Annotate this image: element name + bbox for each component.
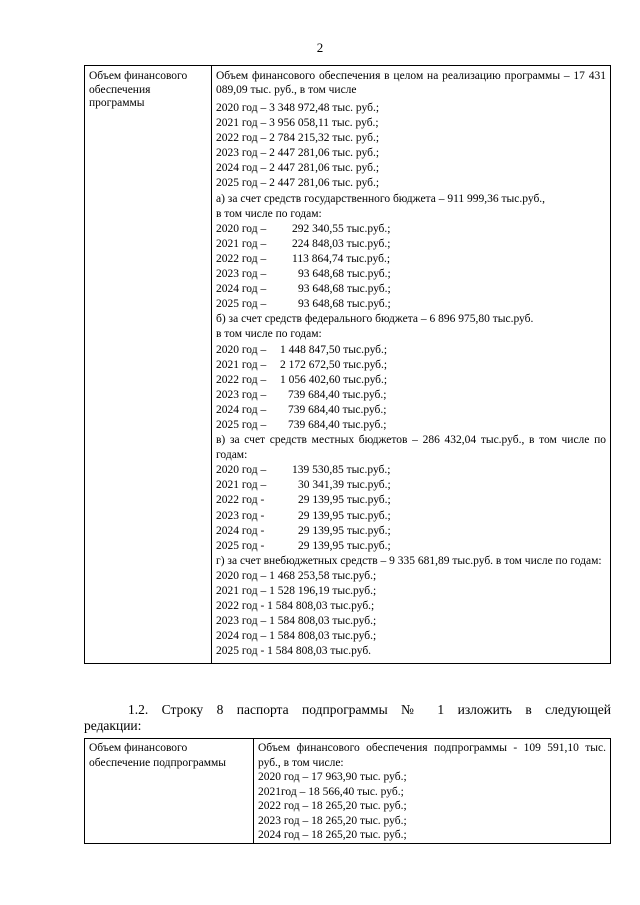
amount-value: 2 172 672,50 тыс.руб.; — [280, 358, 388, 371]
year-label: 2024 год – — [216, 403, 267, 416]
state-budget-subheading: в том числе по годам: — [216, 207, 322, 220]
federal-budget-subheading: в том числе по годам: — [216, 328, 322, 341]
extrabudget-row: 2023 год – 1 584 808,03 тыс.руб.; — [216, 615, 377, 628]
year-label: 2025 год - — [216, 539, 265, 552]
amount-value: 93 648,68 тыс.руб.; — [298, 283, 391, 296]
amount-value: 739 684,40 тыс.руб.; — [288, 388, 387, 401]
subprogram-year-line: 2020 год – 17 963,90 тыс. руб.; — [258, 771, 407, 783]
federal-budget-row — [216, 358, 606, 373]
local-budget-row — [216, 539, 606, 554]
total-year-line: 2020 год – 3 348 972,48 тыс. руб.; — [216, 102, 380, 114]
federal-budget-row — [216, 373, 606, 388]
state-budget-row — [216, 282, 606, 297]
state-budget-row — [216, 252, 606, 267]
federal-budget-row — [216, 388, 606, 403]
total-year-line: 2025 год – 2 447 281,06 тыс. руб.; — [216, 177, 380, 190]
program-funding-intro: Объем финансового обеспечения в целом на реализацию программы – 17 431 089,09 тыс. руб., в том числе — [216, 70, 606, 96]
total-year-line: 2021 год – 3 956 058,11 тыс. руб.; — [216, 117, 379, 130]
amount-value: 1 448 847,50 тыс.руб.; — [280, 343, 388, 356]
total-year-line: 2023 год – 2 447 281,06 тыс. руб.; — [216, 147, 380, 160]
year-label: 2023 год – — [216, 388, 267, 401]
year-label: 2020 год – — [216, 222, 267, 235]
program-funding-details — [212, 66, 611, 664]
year-label: 2021 год – — [216, 237, 267, 250]
amount-value: 29 139,95 тыс.руб.; — [298, 509, 391, 522]
amount-value: 739 684,40 тыс.руб.; — [288, 418, 387, 431]
subprogram-funding-label: Объем финансового обеспечение подпрограммы — [85, 739, 254, 844]
subprogram-year-line: 2022 год – 18 265,20 тыс. руб.; — [258, 800, 407, 812]
subprogram-funding-details — [254, 739, 611, 844]
total-year-line: 2022 год – 2 784 215,32 тыс. руб.; — [216, 132, 380, 145]
year-label: 2024 год - — [216, 524, 265, 537]
subprogram-funding-intro: Объем финансового обеспечения подпрограммы - 109 591,10 тыс. руб., в том числе: — [258, 742, 606, 769]
year-label: 2021 год – — [216, 479, 267, 492]
year-label: 2022 год – — [216, 373, 267, 386]
year-label: 2025 год – — [216, 418, 267, 431]
year-label: 2023 год - — [216, 509, 265, 522]
local-budget-row — [216, 493, 606, 508]
subprogram-funding-table — [84, 738, 611, 844]
amount-value: 739 684,40 тыс.руб.; — [288, 403, 387, 416]
amount-value: 292 340,55 тыс.руб.; — [292, 222, 391, 235]
local-budget-heading: в) за счет средств местных бюджетов – 286 432,04 тыс.руб., в том числе по годам: — [216, 434, 606, 462]
amount-value: 29 139,95 тыс.руб.; — [298, 524, 391, 537]
subprogram-year-line: 2023 год – 18 265,20 тыс. руб.; — [258, 814, 407, 827]
amount-value: 29 139,95 тыс.руб.; — [298, 539, 391, 552]
amount-value: 1 056 402,60 тыс.руб.; — [280, 373, 388, 386]
federal-budget-row — [216, 403, 606, 418]
program-funding-table — [84, 65, 611, 664]
extrabudget-row: 2024 год – 1 584 808,03 тыс.руб.; — [216, 630, 377, 643]
subprogram-year-line: 2024 год – 18 265,20 тыс. руб.; — [258, 829, 407, 841]
state-budget-row — [216, 237, 606, 252]
year-label: 2021 год – — [216, 358, 267, 371]
extrabudget-row: 2020 год – 1 468 253,58 тыс.руб.; — [216, 569, 377, 582]
year-label: 2020 год – — [216, 343, 267, 356]
extrabudget-row: 2021 год – 1 528 196,19 тыс.руб.; — [216, 585, 377, 597]
subprogram-year-line: 2021год – 18 566,40 тыс. руб.; — [258, 785, 404, 798]
federal-budget-row — [216, 418, 606, 433]
amount-value: 224 848,03 тыс.руб.; — [292, 237, 391, 250]
year-label: 2023 год – — [216, 268, 267, 281]
year-label: 2022 год - — [216, 494, 265, 507]
amount-value: 93 648,68 тыс.руб.; — [298, 298, 391, 311]
program-funding-label: Объем финансового обеспечения программы — [85, 66, 212, 664]
amendment-paragraph — [84, 702, 611, 734]
state-budget-row — [216, 222, 606, 237]
extrabudget-row: 2022 год - 1 584 808,03 тыс.руб.; — [216, 600, 375, 613]
year-label: 2022 год – — [216, 252, 267, 265]
state-budget-row — [216, 297, 606, 312]
year-label: 2024 год – — [216, 283, 267, 296]
amendment-line-2: редакции: — [84, 718, 142, 733]
local-budget-row — [216, 509, 606, 524]
total-year-line: 2024 год – 2 447 281,06 тыс. руб.; — [216, 162, 380, 175]
federal-budget-heading: б) за счет средств федерального бюджета – 6 896 975,80 тыс.руб. — [216, 313, 534, 326]
federal-budget-row — [216, 343, 606, 358]
local-budget-row — [216, 524, 606, 539]
amount-value: 113 864,74 тыс.руб.; — [292, 252, 391, 265]
amount-value: 139 530,85 тыс.руб.; — [292, 464, 391, 477]
extrabudget-row: 2025 год - 1 584 808,03 тыс.руб. — [216, 645, 372, 658]
state-budget-heading: а) за счет средств государственного бюджета – 911 999,36 тыс.руб., — [216, 192, 546, 205]
page-number: 2 — [316, 40, 324, 55]
local-budget-row — [216, 478, 606, 493]
state-budget-row — [216, 267, 606, 282]
year-label: 2025 год – — [216, 298, 267, 311]
local-budget-row — [216, 463, 606, 478]
year-label: 2020 год – — [216, 464, 267, 477]
amount-value: 29 139,95 тыс.руб.; — [298, 494, 391, 507]
amount-value: 93 648,68 тыс.руб.; — [298, 268, 391, 281]
amendment-line-1: 1.2. Строку 8 паспорта подпрограммы № 1 изложить в следующей — [128, 702, 611, 717]
extrabudget-heading: г) за счет внебюджетных средств – 9 335 681,89 тыс.руб. в том числе по годам: — [216, 554, 602, 567]
amount-value: 30 341,39 тыс.руб.; — [298, 479, 391, 492]
